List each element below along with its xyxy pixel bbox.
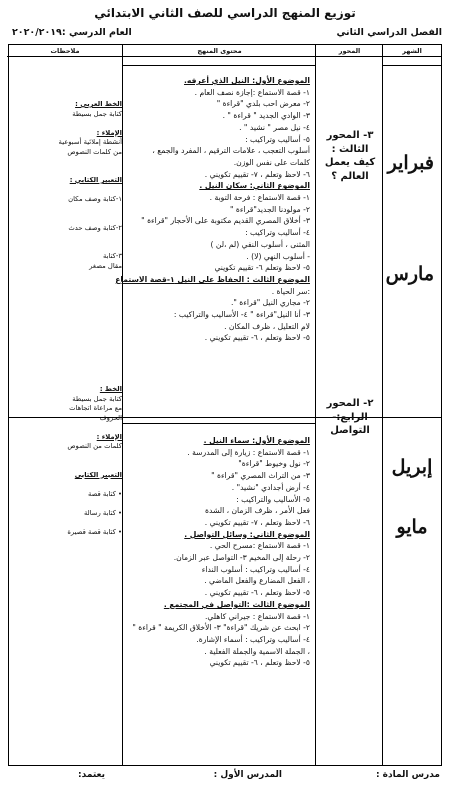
axis-line: ٢- المحور [326, 398, 374, 409]
content-line: أسلوب التعجب ، علامات الترقيم ، المفرد والجمع ، [152, 146, 310, 156]
approved-label: يعتمد: [78, 770, 105, 780]
header-content: محتوى المنهج [123, 45, 316, 57]
content-line: الموضوع الثالث : الحفاظ على النيل ١-قصة الاستماع [115, 274, 310, 284]
content-line: ٢- معرض احب بلدي "قراءة " [216, 99, 310, 109]
notes-line: • كتابة قصة [87, 489, 122, 498]
content-line: ٤- نيل مصر " نشيد " . [239, 122, 310, 132]
content-line: المثنى ، أسلوب النفي (لم ،لن ) [210, 239, 310, 249]
notes-line: مع مراعاة اتجاهات [69, 404, 122, 413]
row-divider [123, 65, 316, 66]
content-line: :سر الحياة . [271, 286, 310, 296]
notes-block-second [16, 385, 122, 537]
header-month: الشهر [383, 45, 441, 57]
content-line: ٥- لاحظ وتعلم ، ٦- تقييم تكويني [209, 658, 310, 668]
notes-line: • كتابة قصة قصيرة [67, 527, 122, 536]
month-may: مايو [396, 516, 428, 538]
notes-line: من كلمات النصوص [67, 147, 122, 156]
content-line: الموضوع الثاني: سكان النيل . [199, 181, 310, 191]
column-divider [382, 45, 383, 765]
notes-line: أنشطة إملائية أسبوعية [58, 138, 122, 147]
content-line: ١- قصة الاستماع : جيراني كاهلي. [205, 611, 310, 621]
content-line: ٢- ابحث عن شريك "قراءة" ٣- الأخلاق الكريمة " قراءة " [132, 623, 310, 633]
curriculum-table [8, 44, 442, 766]
notes-line: كتابة جمل بسيطة [72, 394, 122, 403]
content-block-second [128, 435, 310, 669]
column-divider [315, 45, 316, 765]
content-line: ، الفعل المضارع والفعل الماضي . [204, 576, 310, 586]
notes-line: • كتابة رسالة [84, 508, 122, 517]
notes-line [16, 461, 122, 471]
notes-line [16, 205, 122, 215]
content-line: ٢- مولودنا الجديد"قراءة " [230, 204, 310, 214]
content-line: ٢- رحلة إلى المخيم ٣- التواصل عبر الزمان. [173, 553, 310, 563]
axis-line: العالم ؟ [331, 170, 369, 182]
content-line: ٥- لاحظ وتعلم ، ٦- تقييم تكويني . [204, 588, 310, 598]
first-teacher-label: المدرس الأول : [213, 770, 282, 780]
axis-line: الثالث : [331, 143, 369, 155]
content-line: ٥- لاحظ وتعلم ، ٦- تقييم تكويني . [204, 333, 310, 343]
month-february: فبراير [387, 152, 434, 174]
notes-line [16, 518, 122, 528]
page-title: توزيع المنهج الدراسي للصف الثاني الابتدائي [94, 6, 356, 20]
content-line: ٢- مجاري النيل "قراءة ". [230, 298, 310, 308]
year-label: العام الدرسي :٢٠٢٠/٢٠١٩ [12, 27, 132, 38]
content-line: ٣- من التراث المصري "قراءة " [211, 471, 310, 481]
month-march: مارس [385, 263, 434, 285]
content-line: الموضوع الأول: النيل الذي أعرفه. [184, 76, 310, 85]
axis-four [318, 397, 382, 438]
header-notes: ملاحظات [7, 45, 123, 57]
content-line: ٤- أساليب وتراكيب : أسماء الإشارة. [196, 634, 310, 644]
notes-line [16, 480, 122, 490]
notes-line [16, 452, 122, 462]
header-row [12, 27, 442, 41]
column-divider [122, 45, 123, 765]
content-line: ٣- أنا النيل"قراءة " ٤- الأساليب والتراكيب : [173, 310, 310, 320]
axis-three [318, 129, 382, 183]
notes-line: الإملاء : [96, 128, 122, 137]
content-line: ٢- نول وخيوط "قراءة" [238, 459, 310, 469]
notes-line [16, 157, 122, 167]
notes-line: التعبير الكتابي [74, 470, 122, 479]
content-line: الموضوع الثاني: وسائل التواصل . [184, 529, 310, 539]
content-line: ٥- الأساليب والتراكيب : [236, 494, 310, 504]
notes-line: مقال مصغر [89, 261, 122, 270]
content-line: ٦- لاحظ وتعلم ، ٧- تقييم تكويني . [204, 517, 310, 527]
notes-line: ١-كتابة وصف مكان [68, 195, 122, 204]
notes-line [16, 214, 122, 224]
month-april: إبريل [391, 456, 433, 478]
row-divider [383, 65, 441, 66]
notes-line: الخط العربي : [75, 100, 122, 108]
notes-line [16, 499, 122, 509]
notes-line [16, 119, 122, 129]
content-line: الموضوع الثالث :التواصل في المجتمع . [163, 599, 310, 609]
notes-line [16, 233, 122, 243]
subject-teacher-label: مدرس المادة : [375, 770, 440, 780]
notes-line: كلمات من النصوص [67, 442, 122, 451]
axis-line: كيف يعمل [324, 157, 376, 168]
term-label: الفصل الدراسي الثاني [336, 27, 442, 38]
notes-line [16, 243, 122, 253]
content-line: ٦- لاحظ وتعلم ، ٧- تقييم تكويني . [204, 169, 310, 179]
content-line: ١- قصة الاستماع : فرحة التوبة . [209, 193, 310, 203]
content-line: - أسلوب النهي (لا) . [246, 251, 310, 261]
notes-line: الحروف [99, 413, 122, 422]
notes-line: الإملاء : [96, 432, 122, 441]
notes-line: كتابة جمل بسيطة [72, 109, 122, 118]
notes-block-first [16, 100, 122, 271]
content-line: ١- قصة الاستماع : زيارة إلى المدرسة . [187, 447, 310, 457]
notes-line: التعبير الكتابي : [69, 176, 122, 185]
header-axis: المحور [316, 45, 383, 57]
content-line: ٤- أساليب وتراكيب : أسلوب النداء [201, 564, 310, 574]
content-line: ٤- أساليب وتراكيب : [245, 228, 310, 238]
content-line: ٥- أساليب وتراكيب : [245, 134, 310, 144]
content-line: فعل الأمر ، ظرف الزمان ، الشدة [205, 506, 310, 516]
axis-line: الرابع:- [332, 411, 368, 423]
content-line: ٥- لاحظ وتعلم ٦- تقييم تكويني [214, 263, 310, 273]
content-line: كلمات على نفس الوزن. [233, 157, 310, 167]
content-line: ٤- أرض أجدادي "نشيد" . [231, 482, 310, 492]
row-divider [123, 423, 316, 424]
notes-line [16, 167, 122, 177]
content-line: ٣- الوادي الجديد " قراءة " . [222, 111, 310, 121]
notes-line: ٢-كتابة وصف حدث [68, 223, 122, 232]
notes-line [16, 186, 122, 196]
content-block-term [115, 75, 310, 344]
notes-line: ٣-كتابة [102, 252, 122, 261]
content-line: ١- قصة الاستماع :إجازة نصف العام . [194, 87, 310, 97]
content-line: الموضوع الأول: سماء النيل . [203, 436, 310, 445]
notes-line: الخط : [99, 385, 122, 393]
content-line: ٣- أخلاق المصري القديم مكتوبة على الأحجار "قراءة " [141, 216, 310, 226]
content-line: لام التعليل ، ظرف المكان . [224, 321, 310, 331]
axis-line: التواصل [330, 425, 370, 436]
content-line: ١- قصة الاستماع :مسرح الحي . [209, 541, 310, 551]
content-line: ، الجملة الاسمية والجملة الفعلية . [204, 646, 310, 656]
axis-line: ٣- المحور [326, 130, 374, 141]
notes-line [16, 423, 122, 433]
